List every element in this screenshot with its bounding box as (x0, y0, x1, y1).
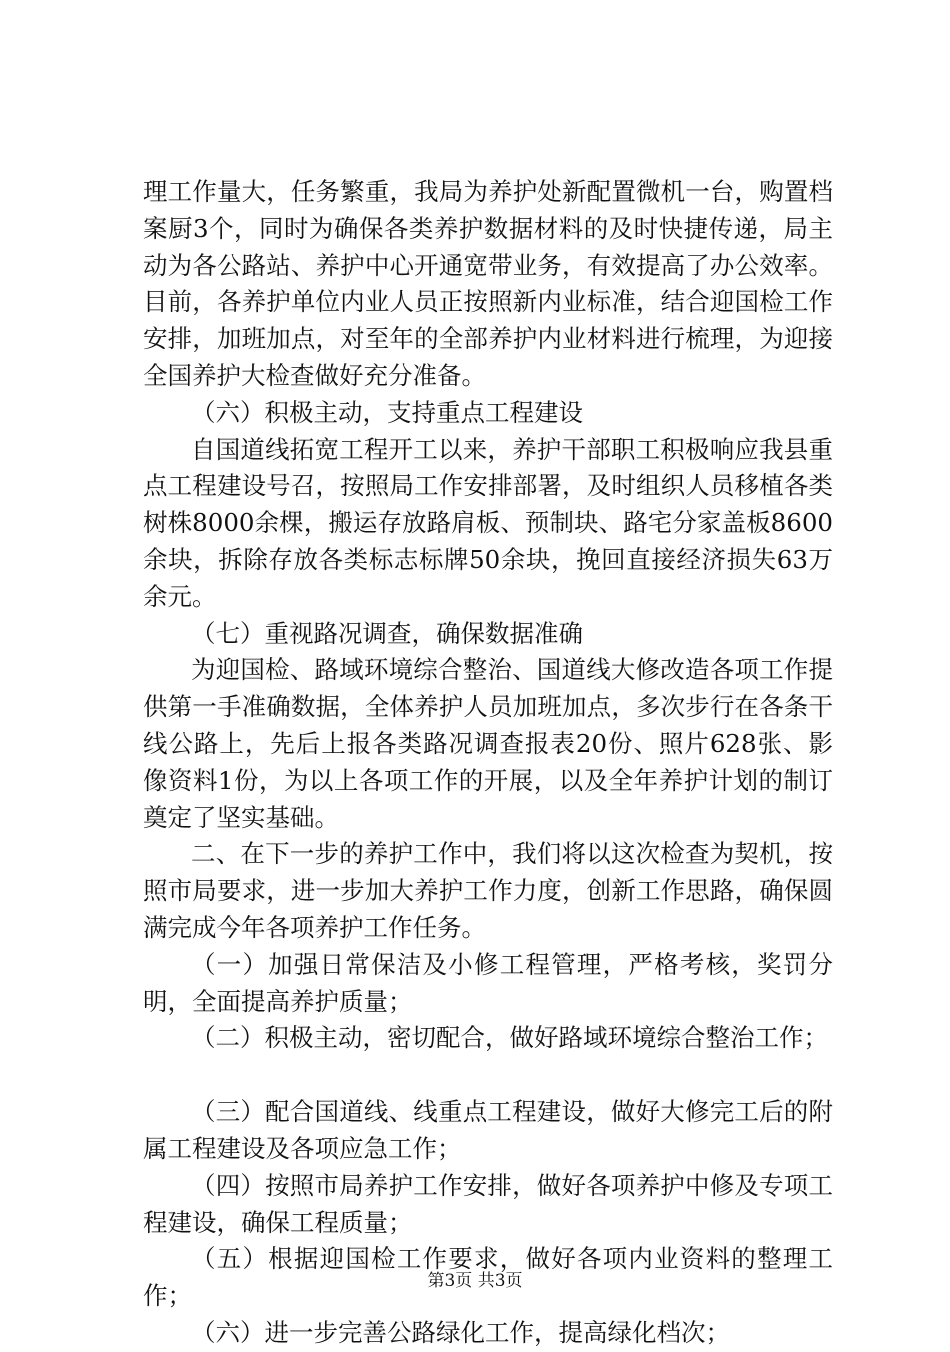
list-item-6: （六）进一步完善公路绿化工作，提高绿化档次； (191, 1317, 730, 1347)
list-item-3: （三）配合国道线、线重点工程建设，做好大修完工后的附属工程建设及各项应急工作； (143, 1097, 833, 1163)
paragraph-office-upgrade: 理工作量大，任务繁重，我局为养护处新配置微机一台，购置档案厨3个，同时为确保各类养护数据材料的及时快捷传递，局主动为各公路站、养护中心开通宽带业务，有效提高了办公效率。目前，各养护单位内业人员正按照新内业标准，结合迎国检工作安排，加班加点，对至年的全部养护内业材料进行梳理，为迎接全国养护大检查做好充分准备。 (143, 177, 833, 390)
heading-road-survey: （七）重视路况调查，确保数据准确 (191, 618, 583, 648)
blank-line (143, 1057, 833, 1094)
paragraph-key-project-support: 自国道线拓宽工程开工以来，养护干部职工积极响应我县重点工程建设号召，按照局工作安排部署，及时组织人员移植各类树株8000余棵，搬运存放路肩板、预制块、路宅分家盖板8600余块，拆除存放各类标志标牌50余块，挽回直接经济损失63万余元。 (143, 434, 833, 611)
heading-key-project-support: （六）积极主动，支持重点工程建设 (191, 397, 583, 427)
section-next-steps: 二、在下一步的养护工作中，我们将以这次检查为契机，按照市局要求，进一步加大养护工作力度，创新工作思路，确保圆满完成今年各项养护工作任务。 (143, 839, 833, 942)
document-body (143, 174, 833, 1352)
page-footer: 第3页 共3页 (427, 1271, 523, 1291)
list-item-2: （二）积极主动，密切配合，做好路域环境综合整治工作； (191, 1023, 828, 1053)
list-item-1: （一）加强日常保洁及小修工程管理，严格考核，奖罚分明，全面提高养护质量； (143, 949, 833, 1016)
paragraph-road-survey: 为迎国检、路域环境综合整治、国道线大修改造各项工作提供第一手准确数据，全体养护人员加班加点，多次步行在各条干线公路上，先后上报各类路况调查报表20份、照片628张、影像资料1份，为以上各项工作的开展，以及全年养护计划的制订奠定了坚实基础。 (143, 655, 833, 832)
list-item-4: （四）按照市局养护工作安排，做好各项养护中修及专项工程建设，确保工程质量； (143, 1170, 833, 1237)
list-item-5: （五）根据迎国检工作要求，做好各项内业资料的整理工作； (143, 1244, 833, 1311)
